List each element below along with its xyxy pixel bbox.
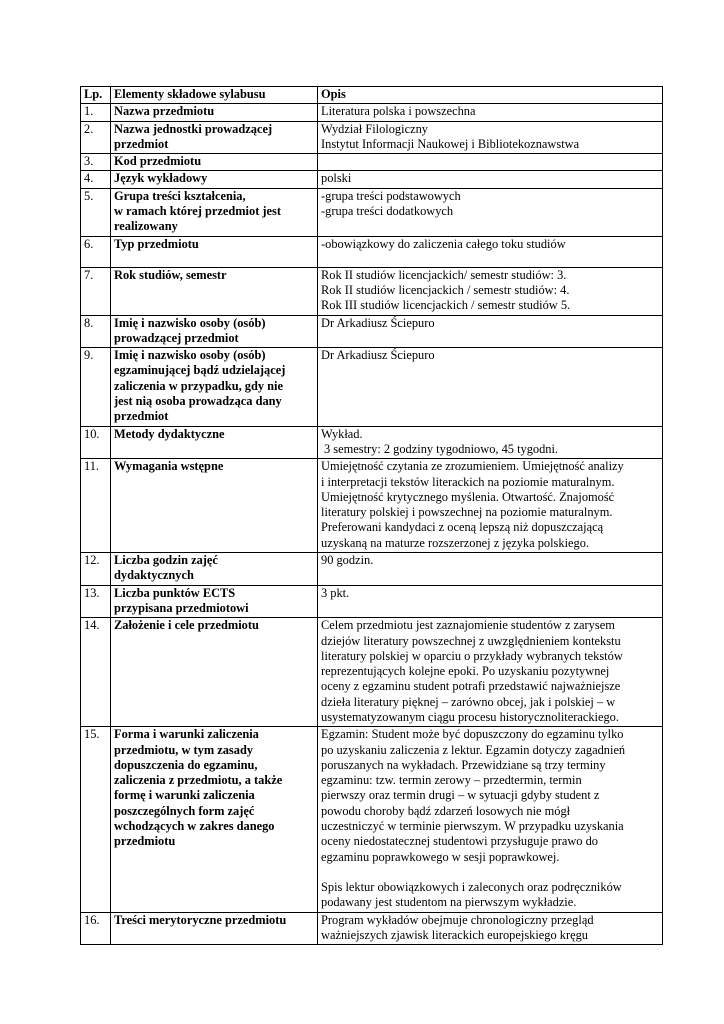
description-line: powodu choroby bądź zdarzeń losowych nie mógł	[321, 803, 571, 818]
element-line: przypisana przedmiotowi	[114, 600, 249, 615]
row-number: 3.	[81, 154, 111, 171]
description-line: dziejów literatury powszechnej z uwzględnieniem kontekstu	[321, 633, 621, 648]
table-row	[81, 154, 663, 171]
element-line: poszczególnych form zajęć	[114, 803, 255, 818]
element-line: formę i warunki zaliczenia	[114, 788, 255, 803]
description-line: 90 godzin.	[321, 553, 374, 568]
description-line: podawany jest studentom na pierwszym wykładzie.	[321, 895, 577, 910]
syllabus-element	[111, 171, 318, 188]
description-line: uczestniczyć w terminie pierwszym. W przypadku uzyskania	[321, 819, 624, 834]
description-line: Umiejętność czytania ze zrozumieniem. Umiejętność analizy	[321, 459, 624, 474]
description-line: oceny z egzaminu student potrafi przedstawić najważniejsze	[321, 679, 621, 694]
table-row	[81, 585, 663, 618]
description-line: -grupa treści dodatkowych	[321, 204, 454, 219]
description-line: Rok III studiów licencjackich / semestr studiów 5.	[321, 298, 571, 313]
description-line: Celem przedmiotu jest zaznajomienie studentów z zarysem	[321, 618, 615, 633]
syllabus-table	[80, 86, 663, 945]
table-row	[81, 727, 663, 912]
table-row	[81, 171, 663, 188]
syllabus-element	[111, 315, 318, 348]
syllabus-element	[111, 188, 318, 236]
syllabus-element	[111, 121, 318, 154]
syllabus-description	[318, 188, 663, 236]
description-line: uzyskaną na maturze rozszerzonej z języka polskiego.	[321, 535, 589, 550]
syllabus-description	[318, 912, 663, 945]
description-line: Instytut Informacji Naukowej i Bibliotekoznawstwa	[321, 136, 580, 151]
description-line: Dr Arkadiusz Ściepuro	[321, 315, 435, 330]
syllabus-description	[318, 267, 663, 315]
table-row	[81, 912, 663, 945]
element-line: zaliczenia z przedmiotu, a także	[114, 773, 283, 788]
description-line: 3 pkt.	[321, 585, 350, 600]
syllabus-description	[318, 426, 663, 459]
element-line: zaliczenia w przypadku, gdy nie	[114, 378, 284, 393]
element-line: przedmiot	[114, 409, 169, 424]
syllabus-description	[318, 585, 663, 618]
description-line: -obowiązkowy do zaliczenia całego toku studiów	[321, 236, 566, 251]
row-number: 14.	[81, 618, 111, 727]
element-line: Liczba godzin zajęć	[114, 553, 218, 568]
table-row	[81, 315, 663, 348]
element-line: Liczba punktów ECTS	[114, 585, 236, 600]
row-number: 16.	[81, 912, 111, 945]
element-line: prowadzącej przedmiot	[114, 330, 239, 345]
row-number: 15.	[81, 727, 111, 912]
description-line: Spis lektur obowiązkowych i zaleconych oraz podręczników	[321, 879, 622, 894]
description-line: Egzamin: Student może być dopuszczony do egzaminu tylko	[321, 727, 624, 742]
element-line: Rok studiów, semestr	[114, 267, 227, 282]
syllabus-element	[111, 618, 318, 727]
description-line: egzaminu: tzw. termin zerowy – przedtermin, termin	[321, 773, 582, 788]
syllabus-element	[111, 426, 318, 459]
description-line: Preferowani kandydaci z oceną lepszą niż dopuszczającą	[321, 520, 604, 535]
element-line: Treści merytoryczne przedmiotu	[114, 912, 287, 927]
description-line: oceny niedostatecznej studentowi przysługuje prawo do	[321, 834, 598, 849]
row-number: 10.	[81, 426, 111, 459]
syllabus-description	[318, 459, 663, 553]
syllabus-element	[111, 553, 318, 586]
description-line: polski	[321, 171, 352, 186]
description-line: 3 semestry: 2 godziny tygodniowo, 45 tygodni.	[324, 441, 559, 456]
syllabus-description	[318, 104, 663, 121]
description-line: Literatura polska i powszechna	[321, 104, 476, 119]
table-row	[81, 236, 663, 267]
element-line: Imię i nazwisko osoby (osób)	[114, 348, 266, 363]
syllabus-description	[318, 154, 663, 171]
element-line: w ramach której przedmiot jest	[114, 204, 281, 219]
element-line: Metody dydaktyczne	[114, 426, 225, 441]
table-row	[81, 267, 663, 315]
description-line: Dr Arkadiusz Ściepuro	[321, 348, 435, 363]
syllabus-description	[318, 727, 663, 912]
table-row	[81, 459, 663, 553]
description-line: i interpretacji tekstów literackich na poziomie maturalnym.	[321, 474, 615, 489]
element-line: jest nią osoba prowadząca dany	[114, 394, 282, 409]
row-number: 12.	[81, 553, 111, 586]
element-line: Nazwa jednostki prowadzącej	[114, 121, 273, 136]
element-line: przedmiotu	[114, 834, 176, 849]
row-number: 6.	[81, 236, 111, 267]
syllabus-element	[111, 912, 318, 945]
syllabus-element	[111, 267, 318, 315]
description-line: reprezentujących kolejne epoki. Po uzyskaniu pozytywnej	[321, 664, 610, 679]
syllabus-description	[318, 171, 663, 188]
table-row	[81, 121, 663, 154]
element-line: Forma i warunki zaliczenia	[114, 727, 259, 742]
syllabus-element	[111, 154, 318, 171]
description-line: pierwszy oraz termin drugi – w sytuacji gdyby student z	[321, 788, 600, 803]
syllabus-description	[318, 236, 663, 267]
table-row	[81, 188, 663, 236]
element-line: przedmiotu, w tym zasady	[114, 742, 254, 757]
description-line: poruszanych na wykładach. Przewidziane są trzy terminy	[321, 757, 606, 772]
row-number: 8.	[81, 315, 111, 348]
row-number: 13.	[81, 585, 111, 618]
syllabus-description	[318, 315, 663, 348]
description-line: Umiejętność krytycznego myślenia. Otwartość. Znajomość	[321, 489, 615, 504]
table-row	[81, 618, 663, 727]
element-line: dydaktycznych	[114, 568, 194, 583]
syllabus-element	[111, 727, 318, 912]
description-line: literatury polskiej w oparciu o przykłady wybranych tekstów	[321, 648, 623, 663]
row-number: 5.	[81, 188, 111, 236]
syllabus-element	[111, 236, 318, 267]
syllabus-element	[111, 104, 318, 121]
header-element: Elementy składowe sylabusu	[111, 87, 318, 104]
table-row	[81, 553, 663, 586]
description-line: Wydział Filologiczny	[321, 121, 428, 136]
element-line: Założenie i cele przedmiotu	[114, 618, 259, 633]
description-line: -grupa treści podstawowych	[321, 188, 461, 203]
table-row	[81, 426, 663, 459]
row-number: 4.	[81, 171, 111, 188]
table-row	[81, 104, 663, 121]
syllabus-element	[111, 348, 318, 426]
description-line: ważniejszych zjawisk literackich europejskiego kręgu	[321, 927, 588, 942]
row-number: 9.	[81, 348, 111, 426]
description-line: Program wykładów obejmuje chronologiczny przegląd	[321, 912, 594, 927]
description-line: Rok II studiów licencjackich / semestr studiów: 4.	[321, 282, 570, 297]
table-header-row	[81, 87, 663, 104]
element-line: Nazwa przedmiotu	[114, 104, 215, 119]
element-line: realizowany	[114, 219, 178, 234]
element-line: egzaminującej bądź udzielającej	[114, 363, 286, 378]
description-line: po uzyskaniu zaliczenia z lektur. Egzamin dotyczy zagadnień	[321, 742, 626, 757]
element-line: Język wykładowy	[114, 171, 208, 186]
description-line: Wykład.	[321, 426, 363, 441]
element-line: wchodzących w zakres danego	[114, 819, 275, 834]
element-line: Imię i nazwisko osoby (osób)	[114, 315, 266, 330]
element-line: Grupa treści kształcenia,	[114, 188, 246, 203]
element-line: dopuszczenia do egzaminu,	[114, 757, 258, 772]
element-line: przedmiot	[114, 136, 169, 151]
syllabus-description	[318, 618, 663, 727]
description-line: Rok II studiów licencjackich/ semestr studiów: 3.	[321, 267, 567, 282]
syllabus-description	[318, 121, 663, 154]
description-line: dzieła literatury pięknej – zarówno obcej, jak i polskiej – w	[321, 694, 616, 709]
syllabus-description	[318, 348, 663, 426]
syllabus-element	[111, 459, 318, 553]
row-number: 7.	[81, 267, 111, 315]
syllabus-description	[318, 553, 663, 586]
syllabus-element	[111, 585, 318, 618]
blank-line	[321, 865, 659, 880]
description-line: usystematyzowanym ciągu procesu historycznoliterackiego.	[321, 709, 619, 724]
element-line: Wymagania wstępne	[114, 459, 224, 474]
syllabus-table-body	[81, 87, 663, 945]
row-number: 1.	[81, 104, 111, 121]
description-line: literatury polskiej i powszechnej na poziomie maturalnym.	[321, 505, 613, 520]
header-desc: Opis	[318, 87, 663, 104]
table-row	[81, 348, 663, 426]
description-line: egzaminu poprawkowego w sesji poprawkowej.	[321, 849, 560, 864]
element-line: Kod przedmiotu	[114, 154, 202, 169]
element-line: Typ przedmiotu	[114, 236, 199, 251]
row-number: 11.	[81, 459, 111, 553]
header-lp: Lp.	[81, 87, 111, 104]
row-number: 2.	[81, 121, 111, 154]
